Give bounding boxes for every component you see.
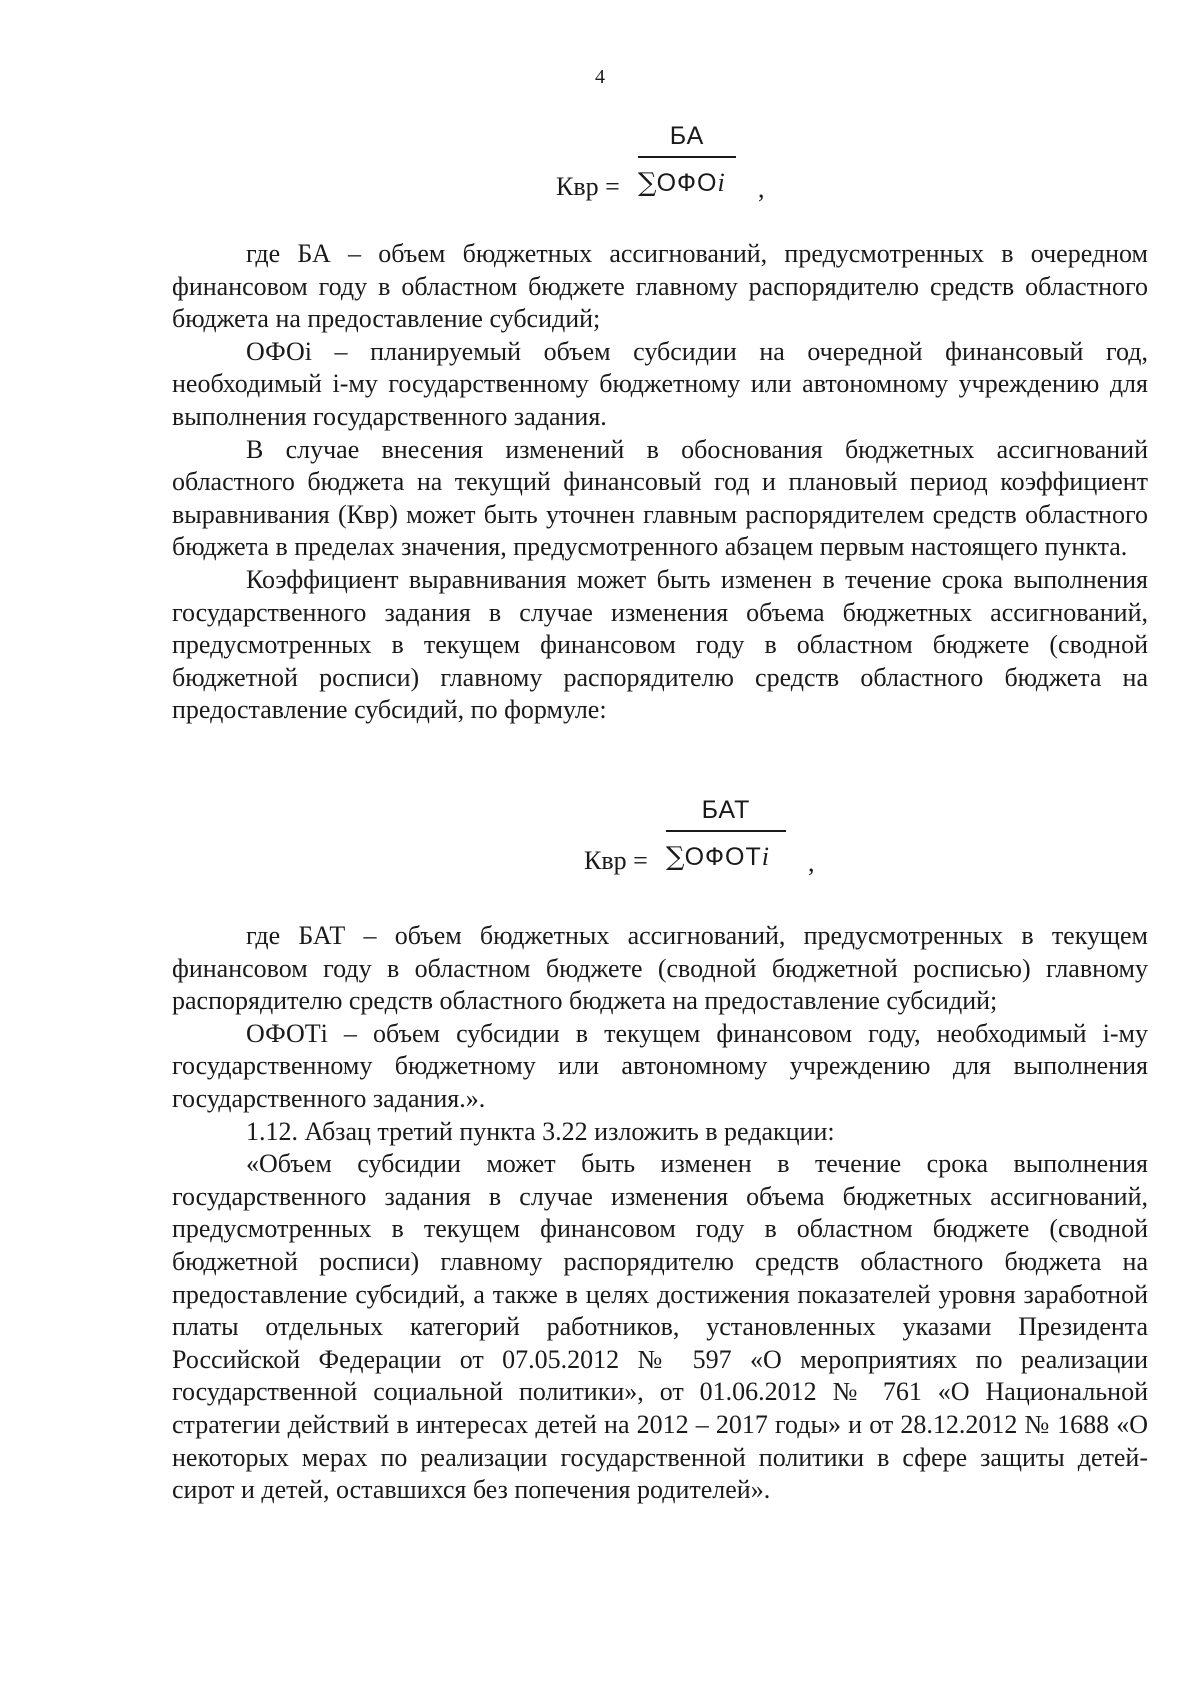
paragraph-definition-ofoi: ОФОi – планируемый объем субсидии на очередной финансовый год, необходимый i-му государственному бюджетному или автономному учреждению для выполнения государственного задания. [172,336,1148,431]
denominator-index: i [717,168,725,197]
denominator-index: i [761,842,769,871]
formula-lhs: Квр = [584,846,648,875]
formula-kvr-current [0,792,1200,882]
sum-symbol: ∑ [638,168,657,198]
formula-numerator: БАТ [701,796,751,824]
fraction-bar [638,156,736,158]
denominator-symbol: ОФОТ [684,843,762,871]
paragraph-adjustment: В случае внесения изменений в обоснования бюджетных ассигнований областного бюджета на текущий финансовый год и плановый период коэффициент выравнивания (Квр) может быть уточнен главным распорядителем средств областного бюджета в пределах значения, предусмотренного абзацем первым настоящего пункта. [172,434,1148,562]
formula-denominator [666,842,769,872]
formula-comma: , [758,174,765,203]
paragraph-definition-ba: где БА – объем бюджетных ассигнований, предусмотренных в очередном финансовом году в областном бюджете главному распорядителю средств областного бюджета на предоставление субсидий; [172,239,1148,334]
paragraph-amendment-text: «Объем субсидии может быть изменен в течение срока выполнения государственного задания в случае изменения объема бюджетных ассигнований, предусмотренных в текущем финансовом году в областном бюджете (сводной бюджетной росписи) главному распорядителю средств областного бюджета на предоставление субсидий, а также в целях достижения показателей уровня заработной платы отдельных категорий работников, установленных указами Президента Российской Федерации от 07.05.2012 № 597 «О мероприятиях по реализации государственной социальной политики», от 01.06.2012 № 761 «О Национальной стратегии действий в интересах детей на 2012 – 2017 годы» и от 28.12.2012 № 1688 «О некоторых мерах по реализации государственной политики в сфере защиты детей-сирот и детей, оставшихся без попечения родителей». [172,1149,1148,1505]
paragraph-definition-ofoti: ОФОТi – объем субсидии в текущем финансовом году, необходимый i-му государственному бюджетному или автономному учреждению для выполнения государственного задания.». [172,1018,1148,1113]
fraction-bar [666,830,786,832]
sum-symbol: ∑ [666,842,685,872]
denominator-symbol: ОФО [656,169,718,197]
formula-kvr-planned [0,118,1200,208]
paragraph-amendment-heading: 1.12. Абзац третий пункта 3.22 изложить в редакции: [246,1116,835,1146]
formula-numerator: БА [669,122,705,150]
formula-comma: , [808,848,815,877]
paragraph-coefficient-change: Коэффициент выравнивания может быть изменен в течение срока выполнения государственного задания в случае изменения объема бюджетных ассигнований, предусмотренных в текущем финансовом году в областном бюджете (сводной бюджетной росписи) главному распорядителю средств областного бюджета на предоставление субсидий, по формуле: [172,564,1148,725]
text-block-2 [172,920,1148,1507]
page-number: 4 [595,66,605,88]
formula-denominator [638,168,725,198]
formula-lhs: Квр = [556,172,620,201]
paragraph-definition-bat: где БАТ – объем бюджетных ассигнований, предусмотренных в текущем финансовом году в областном бюджете (сводной бюджетной росписью) главному распорядителю средств областного бюджета на предоставление субсидий; [172,921,1148,1016]
text-block-1 [172,238,1148,727]
